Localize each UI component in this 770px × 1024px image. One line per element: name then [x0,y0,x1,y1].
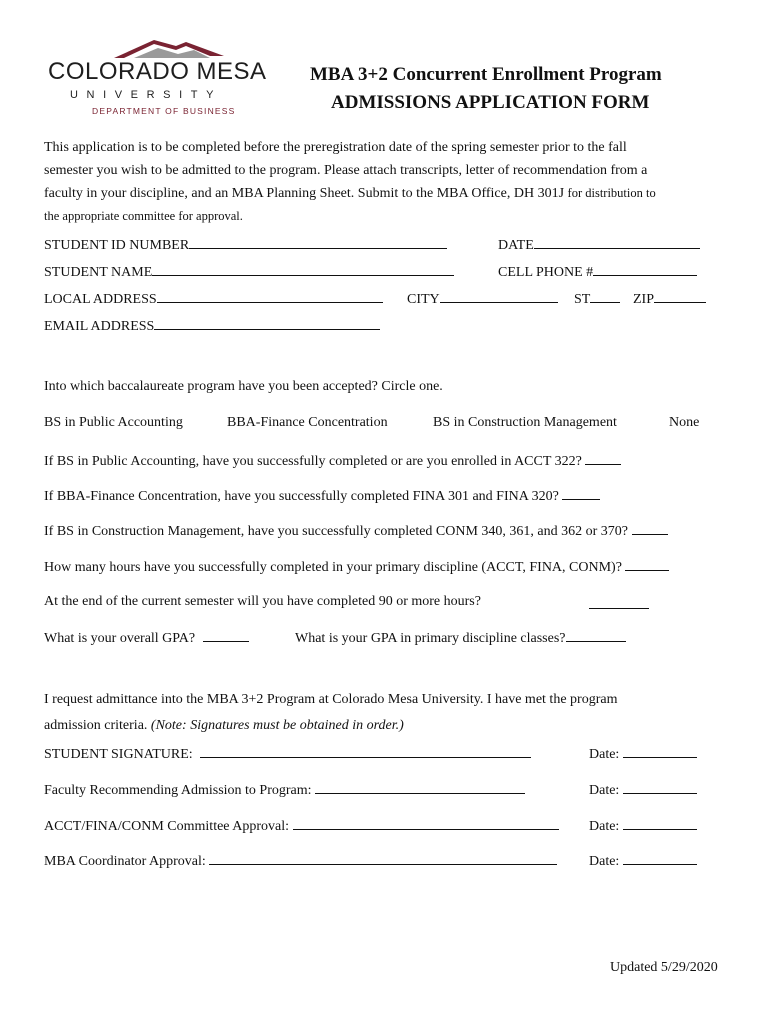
student-id-label: STUDENT ID NUMBER [44,238,190,253]
student-signature-field[interactable] [44,745,531,763]
email-label: EMAIL ADDRESS [44,319,155,334]
intro-text-small: for distribution to [567,186,656,200]
primary-gpa-question [295,629,626,647]
primary-gpa-text: What is your GPA in primary discipline classes? [295,631,566,646]
student-name-field[interactable] [44,263,454,281]
date-label: Date: [589,747,623,762]
acct-question [44,452,621,470]
request-line-1: I request admittance into the MBA 3+2 Program at Colorado Mesa University. I have met the program [44,692,618,707]
student-name-blank[interactable] [152,263,454,276]
student-name-label: STUDENT NAME [44,265,153,280]
request-text: admission criteria. [44,718,151,733]
primary-gpa-blank[interactable] [566,629,626,642]
zip-blank[interactable] [654,290,706,303]
option-bba-finance[interactable]: BBA-Finance Concentration [227,415,388,430]
option-none[interactable]: None [669,415,700,430]
committee-approval-field[interactable] [44,817,559,835]
email-blank[interactable] [154,317,380,330]
local-address-field[interactable] [44,290,383,308]
intro-line: semester you wish to be admitted to the program. Please attach transcripts, letter of recommendation from a [44,163,648,178]
zip-label: ZIP [633,292,654,307]
overall-gpa-question [44,629,249,647]
date-label: DATE [498,238,534,253]
committee-approval-blank[interactable] [293,817,559,830]
conm-question [44,522,668,540]
date-field[interactable] [498,236,700,254]
request-line-2 [44,718,404,734]
cell-phone-blank[interactable] [593,263,697,276]
student-id-blank[interactable] [189,236,447,249]
acct-question-text: If BS in Public Accounting, have you successfully completed or are you enrolled in ACCT 322? [44,454,586,469]
cell-phone-label: CELL PHONE # [498,265,594,280]
city-field[interactable] [407,290,558,308]
faculty-signature-blank[interactable] [315,781,525,794]
updated-date: Updated 5/29/2020 [610,960,718,975]
date-blank[interactable] [534,236,700,249]
student-id-field[interactable] [44,236,447,254]
faculty-date-field[interactable] [589,781,697,799]
state-label: ST [574,292,591,307]
date-label: Date: [589,783,623,798]
committee-date-field[interactable] [589,817,697,835]
hours-question-text: How many hours have you successfully completed in your primary discipline (ACCT, FINA, CONM)? [44,560,626,575]
intro-line: This application is to be completed before the preregistration date of the spring semester prior to the fall [44,140,627,155]
ninety-hours-question: At the end of the current semester will you have completed 90 or more hours? [44,594,481,609]
faculty-signature-label: Faculty Recommending Admission to Program: [44,783,316,798]
coordinator-date-blank[interactable] [623,852,697,865]
overall-gpa-text: What is your overall GPA? [44,631,199,646]
student-date-field[interactable] [589,745,697,763]
hours-answer-blank[interactable] [625,558,669,571]
overall-gpa-blank[interactable] [203,629,249,642]
logo-university: UNIVERSITY [70,89,223,101]
intro-line: the appropriate committee for approval. [44,209,243,223]
date-label: Date: [589,854,623,869]
local-address-label: LOCAL ADDRESS [44,292,157,307]
local-address-blank[interactable] [157,290,383,303]
state-blank[interactable] [590,290,620,303]
student-signature-blank[interactable] [200,745,531,758]
coordinator-approval-field[interactable] [44,852,557,870]
fina-question [44,487,600,505]
logo-colorado-mesa: COLORADO MESA [48,58,267,85]
committee-approval-label: ACCT/FINA/CONM Committee Approval: [44,819,293,834]
conm-answer-blank[interactable] [632,522,668,535]
student-signature-label: STUDENT SIGNATURE: [44,747,197,762]
email-field[interactable] [44,317,380,335]
fina-question-text: If BBA-Finance Concentration, have you successfully completed FINA 301 and FINA 320? [44,489,563,504]
cell-phone-field[interactable] [498,263,697,281]
ninety-hours-blank[interactable] [589,596,649,609]
option-construction-management[interactable]: BS in Construction Management [433,415,617,430]
city-blank[interactable] [440,290,558,303]
city-label: CITY [407,292,440,307]
option-public-accounting[interactable]: BS in Public Accounting [44,415,183,430]
committee-date-blank[interactable] [623,817,697,830]
acct-answer-blank[interactable] [585,452,621,465]
state-field[interactable] [574,290,620,308]
coordinator-approval-blank[interactable] [209,852,557,865]
fina-answer-blank[interactable] [562,487,600,500]
signature-note: (Note: Signatures must be obtained in order.) [150,718,404,733]
date-label: Date: [589,819,623,834]
zip-field[interactable] [633,290,706,308]
form-subtitle: ADMISSIONS APPLICATION FORM [331,92,650,113]
university-logo [44,36,267,122]
intro-paragraph [44,136,724,228]
conm-question-text: If BS in Construction Management, have you successfully completed CONM 340, 361, and 362 or 370? [44,524,632,539]
program-question: Into which baccalaureate program have you been accepted? Circle one. [44,379,443,394]
intro-line [44,182,724,205]
coordinator-approval-label: MBA Coordinator Approval: [44,854,210,869]
student-date-blank[interactable] [623,745,697,758]
coordinator-date-field[interactable] [589,852,697,870]
faculty-date-blank[interactable] [623,781,697,794]
mesa-mountain-icon [114,36,224,60]
intro-text: faculty in your discipline, and an MBA Planning Sheet. Submit to the MBA Office, DH 301J [44,186,568,201]
logo-department: DEPARTMENT OF BUSINESS [92,106,236,116]
form-title: MBA 3+2 Concurrent Enrollment Program [310,64,662,85]
hours-question [44,558,669,576]
faculty-signature-field[interactable] [44,781,525,799]
